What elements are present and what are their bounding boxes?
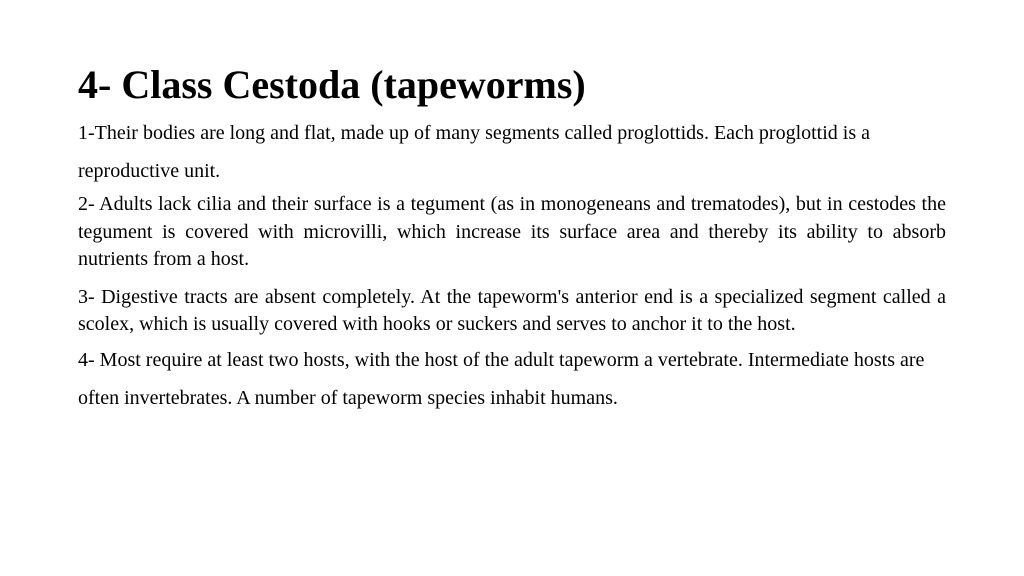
point-4-text: 4- Most require at least two hosts, with the host of the adult tapeworm a vertebrate. Intermediate hosts are often invertebrates. A number of tapeworm species inhabit humans. — [78, 348, 925, 409]
slide-title: 4- Class Cestoda (tapeworms) — [78, 62, 586, 107]
point-2-text: 2- Adults lack cilia and their surface is a tegument (as in monogeneans and trematodes), but in cestodes the tegument is covered with microvilli, which increase its surface area and thereby its ability to absorb nutrients from a host. — [78, 193, 946, 270]
slide-content — [78, 58, 946, 417]
point-1-text: 1-Their bodies are long and flat, made up of many segments called proglottids. Each proglottid is a reproductive unit. — [78, 122, 871, 182]
point-3-text: 3- Digestive tracts are absent completely. At the tapeworm's anterior end is a specialized segment called a scolex, which is usually covered with hooks or suckers and serves to anchor it to the host. — [78, 285, 946, 335]
